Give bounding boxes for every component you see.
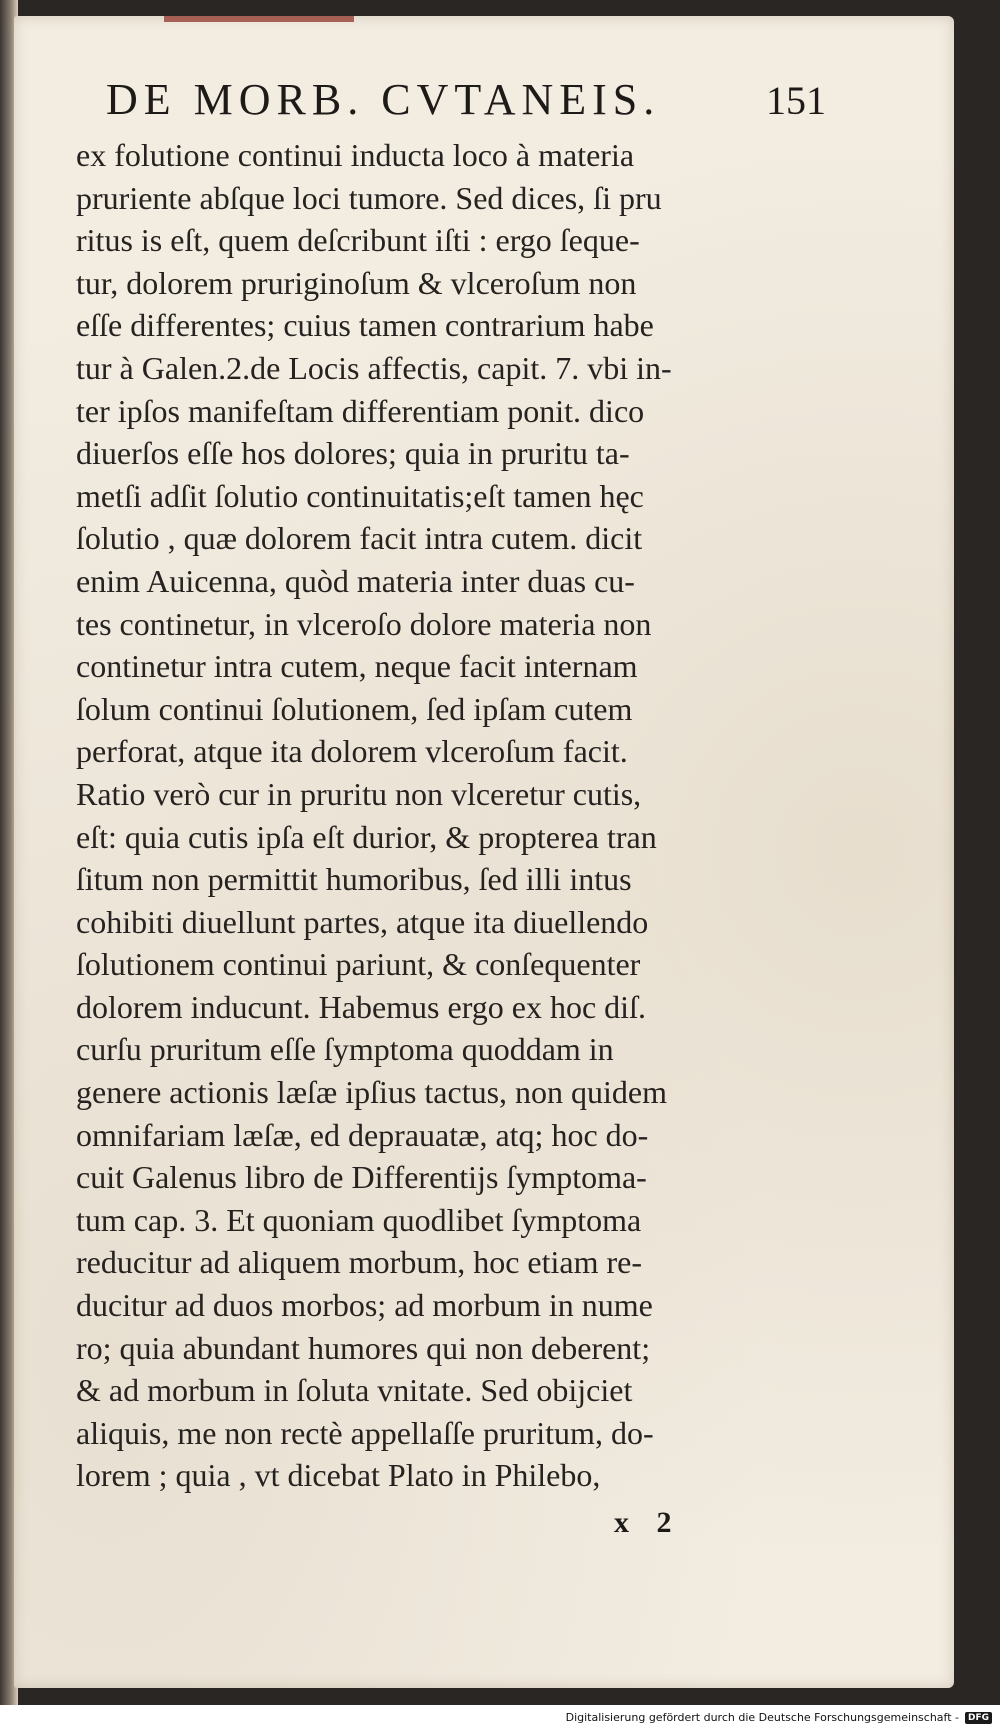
text-line: & ad morbum in ſoluta vnitate. Sed obijciet (76, 1372, 633, 1409)
text-line: eſt: quia cutis ipſa eſt durior, & propterea tran (76, 818, 657, 855)
text-line: ſolutio , quæ dolorem facit intra cutem. dicit (76, 520, 643, 557)
signature-mark: x 2 (614, 1506, 682, 1539)
credit-footer (0, 1705, 1000, 1730)
text-line: tes continetur, in vlceroſo dolore materia non (76, 605, 652, 642)
text-line: aliquis, me non rectè appellaſſe pruritum, do- (76, 1414, 654, 1451)
text-line: dolorem inducunt. Habemus ergo ex hoc diſ. (76, 988, 646, 1025)
text-line: perforat, atque ita dolorem vlceroſum facit. (76, 733, 628, 770)
text-line: genere actionis læſæ ipſius tactus, non quidem (76, 1074, 668, 1111)
text-line: curſu pruritum eſſe ſymptoma quoddam in (76, 1031, 614, 1068)
funding-credit: Digitalisierung gefördert durch die Deutsche Forschungsgemeinschaft - (565, 1711, 959, 1724)
text-line: ſolum continui ſolutionem, ſed ipſam cutem (76, 690, 633, 727)
text-line: lorem ; quia , vt dicebat Plato in Philebo, (76, 1457, 601, 1494)
text-line: ritus is eſt, quem deſcribunt iſti : ergo ſeque- (76, 222, 640, 259)
text-line: eſſe differentes; cuius tamen contrarium habe (76, 307, 654, 344)
body-text (76, 134, 816, 1497)
text-line: pruriente abſque loci tumore. Sed dices, ſi pru (76, 179, 662, 216)
text-line: diuerſos eſſe hos dolores; quia in pruritu ta- (76, 435, 630, 472)
text-line: ducitur ad duos morbos; ad morbum in nume (76, 1287, 653, 1324)
page-header (106, 74, 826, 130)
text-line: Ratio verò cur in pruritu non vlceretur cutis, (76, 775, 642, 812)
text-line: tur à Galen.2.de Locis affectis, capit. 7. vbi in- (76, 349, 672, 386)
text-line: continetur intra cutem, neque facit internam (76, 648, 638, 685)
text-line: ex folutione continui inducta loco à materia (76, 137, 635, 173)
text-line: ter ipſos manifeſtam differentiam ponit. dico (76, 392, 645, 429)
text-line: omnifariam læſæ, ed deprauatæ, atq; hoc do- (76, 1116, 649, 1153)
text-line: ſolutionem continui pariunt, & conſequenter (76, 946, 641, 983)
text-line: reducitur ad aliquem morbum, hoc etiam re- (76, 1244, 643, 1281)
book-page (14, 16, 954, 1688)
page-number: 151 (766, 78, 826, 123)
dfg-logo-icon: DFG (965, 1712, 992, 1724)
red-edge-mark (164, 16, 354, 22)
running-title: DE MORB. CVTANEIS. (106, 75, 661, 124)
text-line: ſitum non permittit humoribus, ſed illi intus (76, 861, 632, 898)
text-line: enim Auicenna, quòd materia inter duas cu- (76, 562, 635, 599)
text-line: tur, dolorem pruriginoſum & vlceroſum non (76, 264, 637, 301)
text-line: tum cap. 3. Et quoniam quodlibet ſymptoma (76, 1201, 642, 1238)
text-line: metſi adſit ſolutio continuitatis;eſt tamen hęc (76, 477, 644, 514)
text-line: ro; quia abundant humores qui non deberent; (76, 1329, 651, 1366)
text-line: cuit Galenus libro de Differentijs ſymptoma- (76, 1159, 647, 1196)
text-line: cohibiti diuellunt partes, atque ita diuellendo (76, 903, 649, 940)
